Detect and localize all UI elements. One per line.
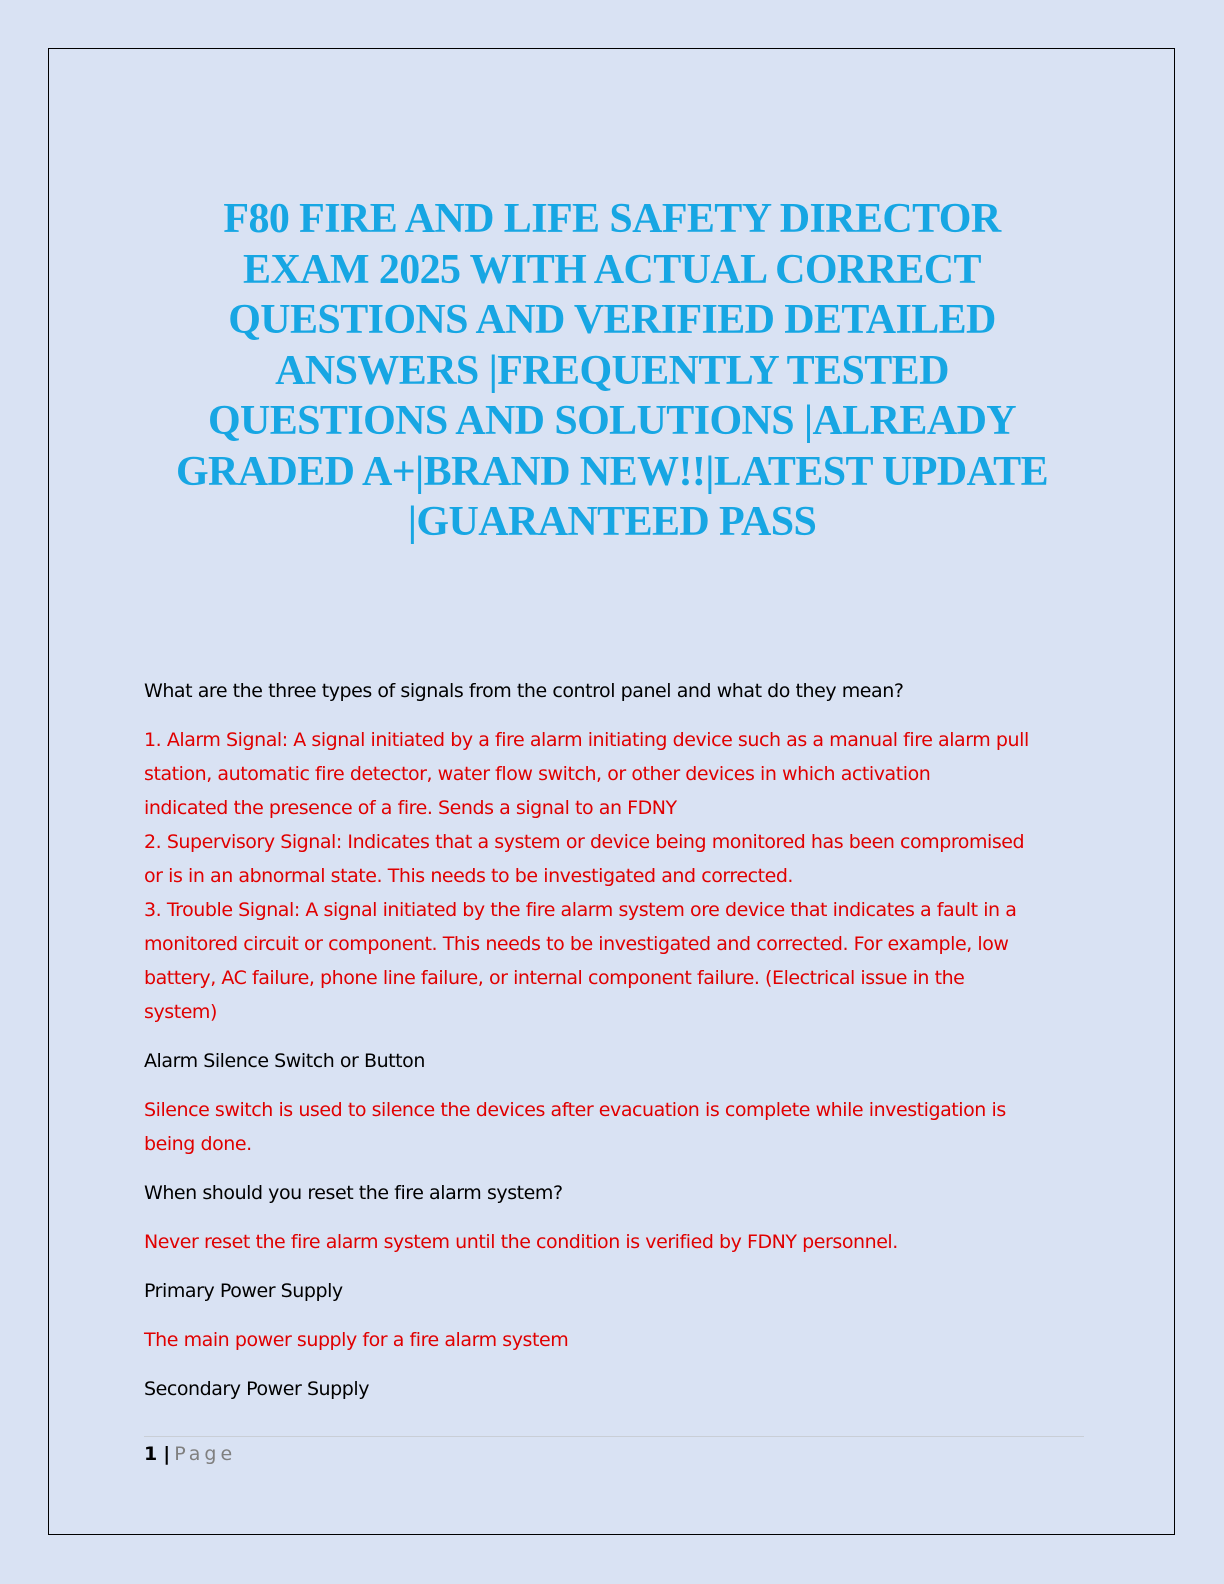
answer-line: indicated the presence of a fire. Sends a signal to an FDNY <box>144 797 677 819</box>
title-line: EXAM 2025 WITH ACTUAL CORRECT <box>243 246 981 293</box>
title-line: F80 FIRE AND LIFE SAFETY DIRECTOR <box>223 196 1001 242</box>
page-label: Page <box>174 1443 237 1465</box>
footer-divider <box>144 1436 1084 1437</box>
answer-line: 2. Supervisory Signal: Indicates that a system or device being monitored has been compromised <box>144 831 1025 853</box>
document-title <box>150 194 1074 548</box>
answer-line: station, automatic fire detector, water flow switch, or other devices in which activation <box>144 763 931 785</box>
answer-reset-system <box>144 1225 1084 1259</box>
page-footer <box>144 1441 236 1467</box>
footer-separator: | <box>163 1443 171 1465</box>
document-body <box>144 674 1084 1421</box>
title-line: QUESTIONS AND SOLUTIONS |ALREADY <box>207 398 1017 444</box>
answer-line: Silence switch is used to silence the devices after evacuation is complete while investigation is <box>144 1099 1006 1121</box>
title-line: |GUARANTEED PASS <box>407 499 817 545</box>
question-signal-types: What are the three types of signals from the control panel and what do they mean? <box>144 680 904 702</box>
page-number: 1 <box>144 1443 158 1465</box>
title-line: QUESTIONS AND VERIFIED DETAILED <box>228 297 996 343</box>
question-secondary-power: Secondary Power Supply <box>144 1378 369 1400</box>
answer-line: Never reset the fire alarm system until the condition is verified by FDNY personnel. <box>144 1231 898 1253</box>
answer-line: monitored circuit or component. This needs to be investigated and corrected. For example, low <box>144 933 1009 955</box>
answer-line: The main power supply for a fire alarm system <box>144 1329 569 1351</box>
question-reset-system: When should you reset the fire alarm system? <box>144 1182 563 1204</box>
answer-line: battery, AC failure, phone line failure, or internal component failure. (Electrical issue in the <box>144 967 965 989</box>
answer-line: 3. Trouble Signal: A signal initiated by the fire alarm system ore device that indicates a fault in a <box>144 899 1017 921</box>
answer-line: 1. Alarm Signal: A signal initiated by a fire alarm initiating device such as a manual fire alarm pull <box>144 729 1029 751</box>
answer-signal-types <box>144 723 1084 1029</box>
answer-line: system) <box>144 1001 217 1023</box>
answer-primary-power <box>144 1323 1084 1357</box>
question-primary-power: Primary Power Supply <box>144 1280 343 1302</box>
answer-line: being done. <box>144 1133 252 1155</box>
question-alarm-silence: Alarm Silence Switch or Button <box>144 1050 425 1072</box>
title-line: ANSWERS |FREQUENTLY TESTED <box>275 347 949 394</box>
title-line: GRADED A+|BRAND NEW!!|LATEST UPDATE <box>175 448 1049 495</box>
answer-alarm-silence <box>144 1093 1084 1161</box>
answer-line: or is in an abnormal state. This needs to be investigated and corrected. <box>144 865 794 887</box>
